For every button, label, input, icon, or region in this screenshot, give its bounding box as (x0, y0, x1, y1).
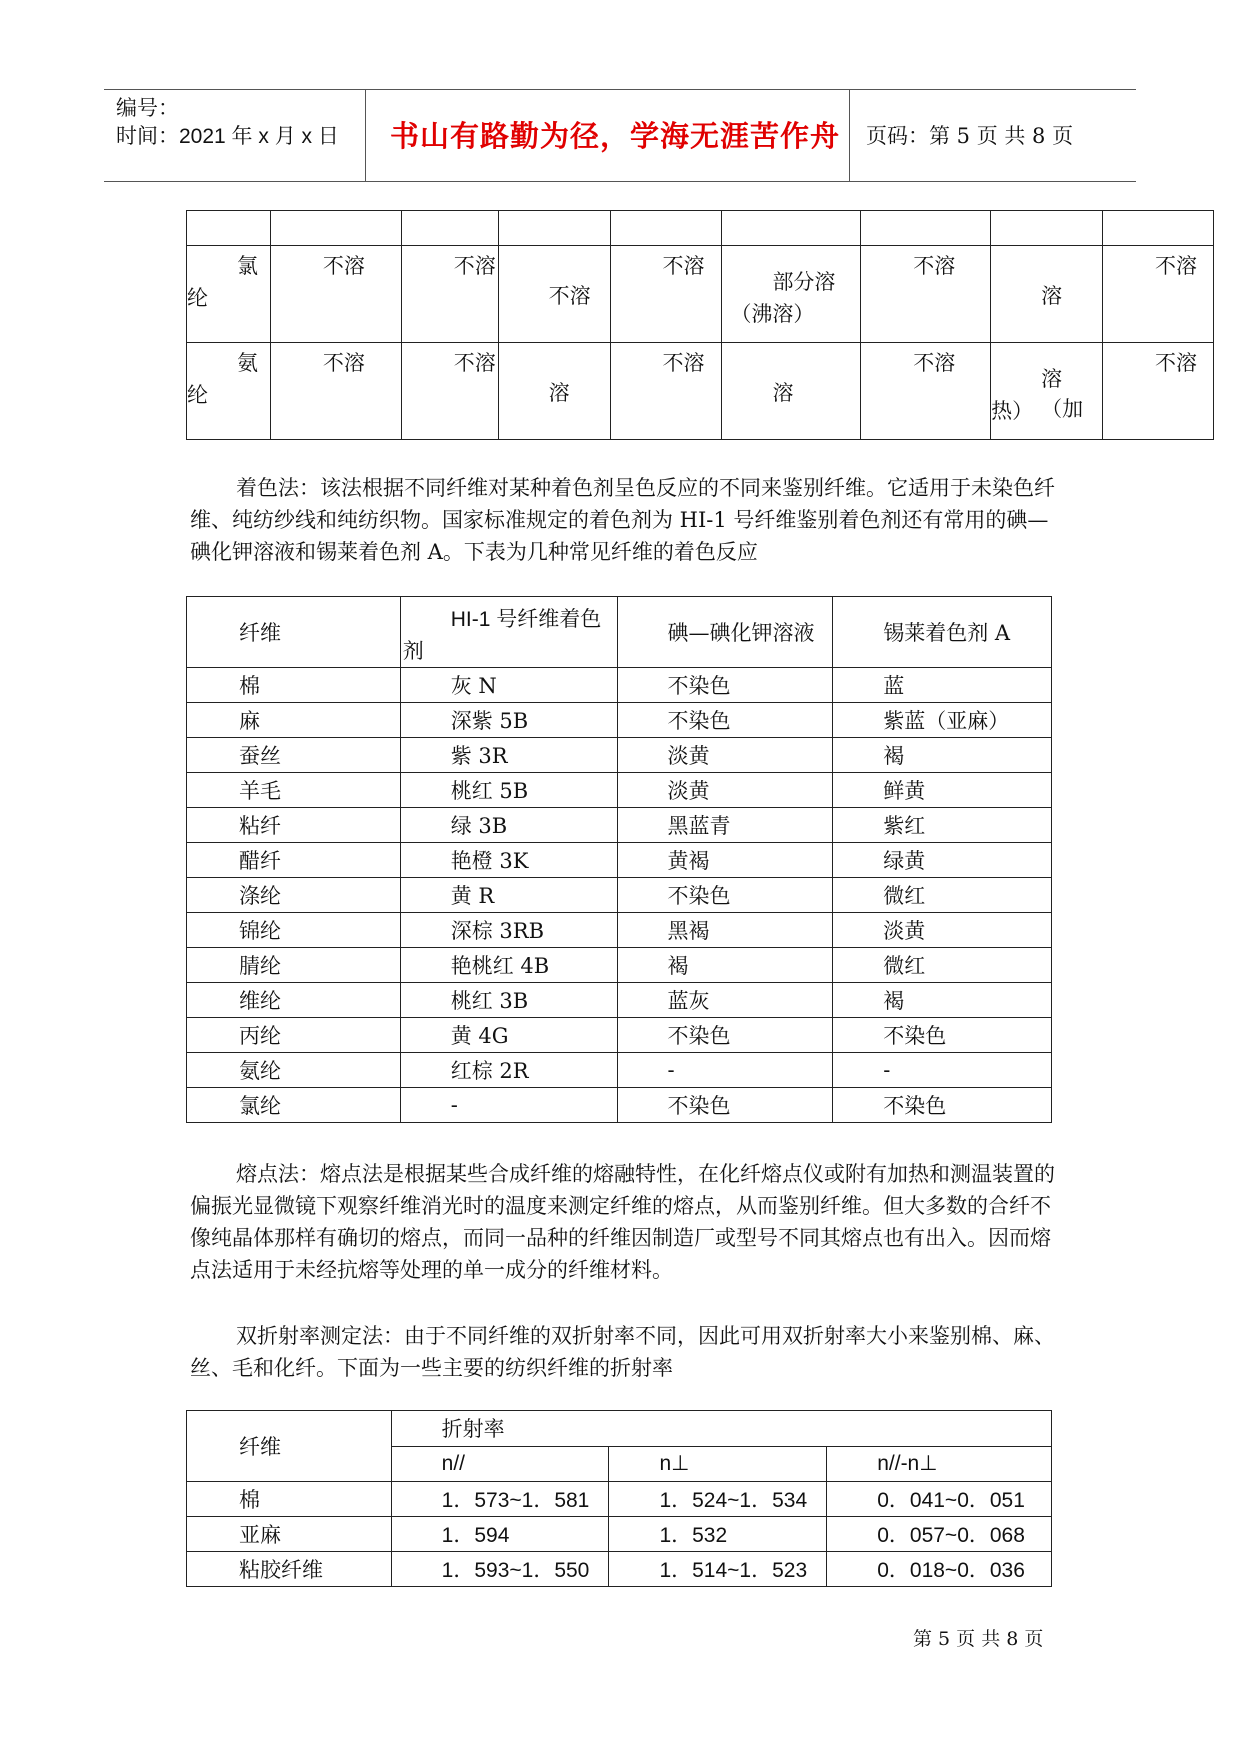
table-cell: 棉 (187, 1482, 392, 1517)
paragraph-melt-method: 熔点法：熔点法是根据某些合成纤维的熔融特性，在化纤熔点仪或附有加热和测温装置的偏振光显微镜下观察纤维消光时的温度来测定纤维的熔点，从而鉴别纤维。但大多数的合纤不像纯晶体那样有确切的熔点，而同一品种的纤维因制造厂或型号不同其熔点也有出入。因而熔点法适用于未经抗熔等处理的单一成分的纤维材料。 (190, 1162, 1055, 1282)
subheader-birefringence: n//-n⊥ (827, 1446, 1052, 1482)
table-cell: 不染色 (617, 703, 833, 738)
table-cell: 涤纶 (187, 878, 401, 913)
table-row (187, 211, 1214, 246)
cell-value: 不溶 (913, 254, 956, 278)
table-cell: 紫蓝（亚麻） (833, 703, 1052, 738)
header-refractive-index (391, 1411, 1051, 1447)
table-cell: 1．594 (391, 1517, 609, 1552)
table-cell: 淡黄 (617, 773, 833, 808)
header-divider-right (849, 90, 850, 182)
table-row (187, 738, 1052, 773)
header-bottom-rule (104, 181, 1136, 182)
cell-value: 不溶 (453, 351, 496, 375)
table-cell: 麻 (187, 703, 401, 738)
header-shirlastain: 锡莱着色剂 A (833, 597, 1052, 668)
cell-value: 不溶 (1155, 254, 1198, 278)
table-cell: 淡黄 (617, 738, 833, 773)
table-row (187, 1053, 1052, 1088)
paragraph-refraction-method: 双折射率测定法：由于不同纤维的双折射率不同，因此可用双折射率大小来鉴别棉、麻、丝、毛和化纤。下面为一些主要的纺织纤维的折射率 (190, 1324, 1055, 1380)
table-cell: 氨纶 (187, 1053, 401, 1088)
table-row (187, 878, 1052, 913)
table-cell: 不染色 (617, 668, 833, 703)
fiber-cell (187, 343, 271, 440)
table-row (187, 1018, 1052, 1053)
header-hi1 (400, 597, 617, 668)
serial-label: 编号： (116, 97, 179, 120)
table-cell: 桃红 3B (400, 983, 617, 1018)
table-cell: 氯纶 (187, 1088, 401, 1123)
table-row (187, 668, 1052, 703)
table-cell: 深棕 3RB (400, 913, 617, 948)
table-row (187, 1517, 1052, 1552)
table-cell: 淡黄 (833, 913, 1052, 948)
table-cell: 灰 N (400, 668, 617, 703)
table-cell: 1．514~1．523 (609, 1552, 827, 1587)
table-row (187, 913, 1052, 948)
fiber-bottom: 纶 (187, 286, 208, 310)
table-row (187, 808, 1052, 843)
fiber-top: 氨 (237, 351, 258, 375)
table-cell: 丙纶 (187, 1018, 401, 1053)
paragraph-stain-method: 着色法：该法根据不同纤维对某种着色剂呈色反应的不同来鉴别纤维。它适用于未染色纤维、纯纺纱线和纯纺织物。国家标准规定的着色剂为 HI-1 号纤维鉴别着色剂还有常用的碘—碘化钾溶液和锡莱着色剂 A。下表为几种常见纤维的着色反应 (190, 476, 1055, 564)
table-cell: 艳橙 3K (400, 843, 617, 878)
table-cell: 棉 (187, 668, 401, 703)
table-cell: 黑褐 (617, 913, 833, 948)
header-divider-left (365, 90, 366, 182)
table-cell: 绿 3B (400, 808, 617, 843)
cell-value: 溶 (772, 381, 794, 405)
table-cell: 绿黄 (833, 843, 1052, 878)
table-cell: 桃红 5B (400, 773, 617, 808)
table-cell: 1．593~1．550 (391, 1552, 609, 1587)
table-cell: 微红 (833, 948, 1052, 983)
table-cell: 深紫 5B (400, 703, 617, 738)
cell-value: 不溶 (913, 351, 956, 375)
cell-value: 不溶 (322, 254, 365, 278)
header-refractive-index-label: 折射率 (441, 1417, 505, 1442)
header-iodine: 碘—碘化钾溶液 (617, 597, 833, 668)
table-cell: 粘纤 (187, 808, 401, 843)
table-cell: 微红 (833, 878, 1052, 913)
table-cell: - (617, 1053, 833, 1088)
table-row (187, 343, 1214, 440)
table-row (187, 843, 1052, 878)
table-row (187, 1552, 1052, 1587)
cell-value: 溶 (1041, 284, 1063, 308)
refraction-table (186, 1410, 1052, 1587)
table-cell: 锦纶 (187, 913, 401, 948)
fiber-bottom: 纶 (187, 383, 208, 407)
cell-value: 溶（加 (1041, 367, 1084, 421)
cell-value: （沸溶） (730, 302, 815, 326)
solubility-table (186, 210, 1214, 440)
table-header-row (187, 1411, 1052, 1447)
cell-value: 不溶 (548, 284, 591, 308)
table-cell: 褐 (833, 738, 1052, 773)
table-cell: 蚕丝 (187, 738, 401, 773)
table-cell: 腈纶 (187, 948, 401, 983)
subheader-n-perp: n⊥ (609, 1446, 827, 1482)
cell-value: 部分溶 (772, 270, 836, 294)
table-cell: 1．524~1．534 (609, 1482, 827, 1517)
cell-value: 热） (991, 399, 1034, 423)
subheader-n-parallel: n// (391, 1446, 609, 1482)
table-row (187, 703, 1052, 738)
fiber-top: 氯 (237, 254, 258, 278)
table-cell: 艳桃红 4B (400, 948, 617, 983)
table-row (187, 1088, 1052, 1123)
cell-value: 不溶 (662, 254, 705, 278)
table-cell: 1．573~1．581 (391, 1482, 609, 1517)
table-cell: 不染色 (833, 1018, 1052, 1053)
page-code: 页码：第 5 页 共 8 页 (866, 124, 1074, 148)
table-cell: 醋纤 (187, 843, 401, 878)
table-row (187, 948, 1052, 983)
table-cell: 不染色 (833, 1088, 1052, 1123)
table-cell: 褐 (617, 948, 833, 983)
header-top-rule (104, 89, 1136, 90)
table-row (187, 773, 1052, 808)
table-cell: - (833, 1053, 1052, 1088)
cell-value: 不溶 (1155, 351, 1198, 375)
table-cell: 鲜黄 (833, 773, 1052, 808)
table-header-row (187, 597, 1052, 668)
fiber-cell (187, 246, 271, 343)
header-fiber: 纤维 (187, 1411, 392, 1482)
table-cell: 不染色 (617, 878, 833, 913)
header-fiber: 纤维 (187, 597, 401, 668)
table-cell: 黄褐 (617, 843, 833, 878)
table-cell: 0．041~0．051 (827, 1482, 1052, 1517)
table-cell: 黄 4G (400, 1018, 617, 1053)
table-cell: - (400, 1088, 617, 1123)
table-cell: 蓝灰 (617, 983, 833, 1018)
header-hi1-line1: HI-1 号纤维着色 (450, 608, 602, 631)
cell-value: 不溶 (322, 351, 365, 375)
table-cell: 维纶 (187, 983, 401, 1018)
stain-table (186, 596, 1052, 1123)
table-row (187, 246, 1214, 343)
table-cell: 羊毛 (187, 773, 401, 808)
table-cell: 红棕 2R (400, 1053, 617, 1088)
table-cell: 黑蓝青 (617, 808, 833, 843)
cell-value: 溶 (548, 381, 570, 405)
table-cell: 不染色 (617, 1088, 833, 1123)
table-row (187, 983, 1052, 1018)
table-cell: 黄 R (400, 878, 617, 913)
table-cell: 0．057~0．068 (827, 1517, 1052, 1552)
table-cell: 蓝 (833, 668, 1052, 703)
table-cell: 褐 (833, 983, 1052, 1018)
motto: 书山有路勤为径，学海无涯苦作舟 (390, 119, 841, 153)
cell-value: 不溶 (453, 254, 496, 278)
table-cell: 0．018~0．036 (827, 1552, 1052, 1587)
table-cell: 1．532 (609, 1517, 827, 1552)
table-row (187, 1482, 1052, 1517)
header-hi1-line2: 剂 (402, 639, 424, 663)
table-cell: 紫红 (833, 808, 1052, 843)
table-cell: 亚麻 (187, 1517, 392, 1552)
table-cell: 不染色 (617, 1018, 833, 1053)
cell-value: 不溶 (662, 351, 705, 375)
table-cell: 紫 3R (400, 738, 617, 773)
table-cell: 粘胶纤维 (187, 1552, 392, 1587)
time-label: 时间：2021 年 x 月 x 日 (116, 125, 339, 148)
page-footer: 第 5 页 共 8 页 (913, 1628, 1044, 1650)
